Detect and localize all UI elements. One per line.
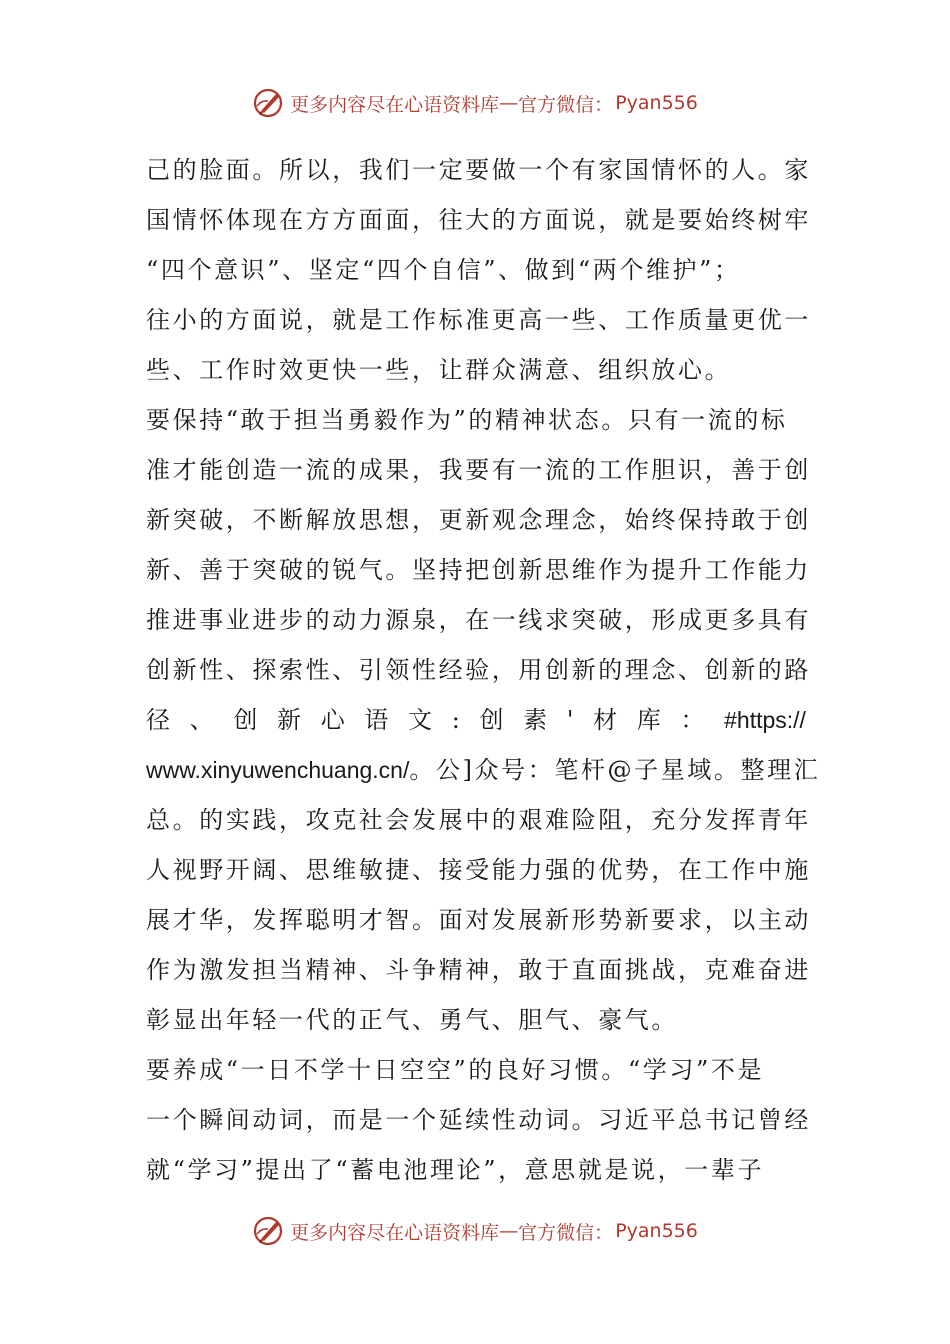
url-fragment: #https:// [724,707,806,733]
char: 创 [233,706,258,734]
text-line: 彰显出年轻一代的正气、勇气、胆气、豪气。 [146,1006,678,1034]
text-line: 作为激发担当精神、斗争精神，敢于直面挑战，克难奋进 [146,956,811,984]
char: 库 [636,706,661,734]
footer-wechat-label: 官方微信： [518,1221,614,1244]
text-line: 要保持“敢于担当勇毅作为”的精神状态。只有一流的标 [146,406,788,434]
text-line: 人视野开阔、思维敏捷、接受能力强的优势，在工作中施 [146,856,811,884]
char: 素 [523,706,548,734]
char: : [451,706,460,734]
char: 材 [593,706,618,734]
text-line: 己的脸面。所以，我们一定要做一个有家国情怀的人。家 [146,156,811,184]
text-line: 总。的实践，攻克社会发展中的艰难险阻，充分发挥青年 [146,806,811,834]
char: ： [680,706,705,734]
footer-wechat-id: Pyan556 [615,1220,698,1242]
text-line: 往小的方面说，就是工作标准更高一些、工作质量更优一 [146,306,811,334]
char: 创 [479,706,504,734]
text-line: 国情怀体现在方方面面，往大的方面说，就是要始终树牢 [146,206,811,234]
pen-logo-icon [252,1214,286,1248]
char: ' [566,706,574,734]
header-banner [0,83,950,123]
footer-dash: — [499,1220,519,1242]
text-line: 一个瞬间动词，而是一个延续性动词。习近平总书记曾经 [146,1106,811,1134]
text-line: 新突破，不断解放思想，更新观念理念，始终保持敢于创 [146,506,811,534]
text-line: 些、工作时效更快一些，让群众满意、组织放心。 [146,356,732,384]
text-line: 就“学习”提出了“蓄电池理论”，意思就是说，一辈子 [146,1156,765,1184]
header-brand-text: 更多内容尽在心语资料库 [290,93,500,116]
text-line: 准才能创造一流的成果，我要有一流的工作胆识，善于创 [146,456,811,484]
text-line: 展才华，发挥聪明才智。面对发展新形势新要求，以主动 [146,906,811,934]
text-line: 推进事业进步的动力源泉，在一线求突破，形成更多具有 [146,606,811,634]
char: 径 [146,706,170,734]
header-wechat-label: 官方微信： [518,93,614,116]
text-segment: 。公]众号：笔杆@子星域。整理汇 [409,756,821,784]
text-line: “四个意识”、坚定“四个自信”、做到“两个维护”； [146,256,741,284]
header-wechat-id: Pyan556 [615,92,698,114]
text-line: 新、善于突破的锐气。坚持把创新思维作为提升工作能力 [146,556,811,584]
text-line-spaced [146,695,806,745]
char: 文 [408,706,433,734]
char: 新 [277,706,302,734]
char: 语 [364,706,389,734]
text-line [146,745,821,795]
text-line: 创新性、探索性、引领性经验，用创新的理念、创新的路 [146,656,811,684]
document-body [146,145,821,1195]
url-text: www.xinyuwenchuang.cn/ [146,757,410,783]
char: 心 [320,706,345,734]
footer-brand-text: 更多内容尽在心语资料库 [290,1221,500,1244]
footer-banner [0,1211,950,1251]
header-dash: — [499,92,519,114]
char: 、 [189,706,214,734]
pen-logo-icon [252,86,286,120]
text-line: 要养成“一日不学十日空空”的良好习惯。“学习”不是 [146,1056,765,1084]
